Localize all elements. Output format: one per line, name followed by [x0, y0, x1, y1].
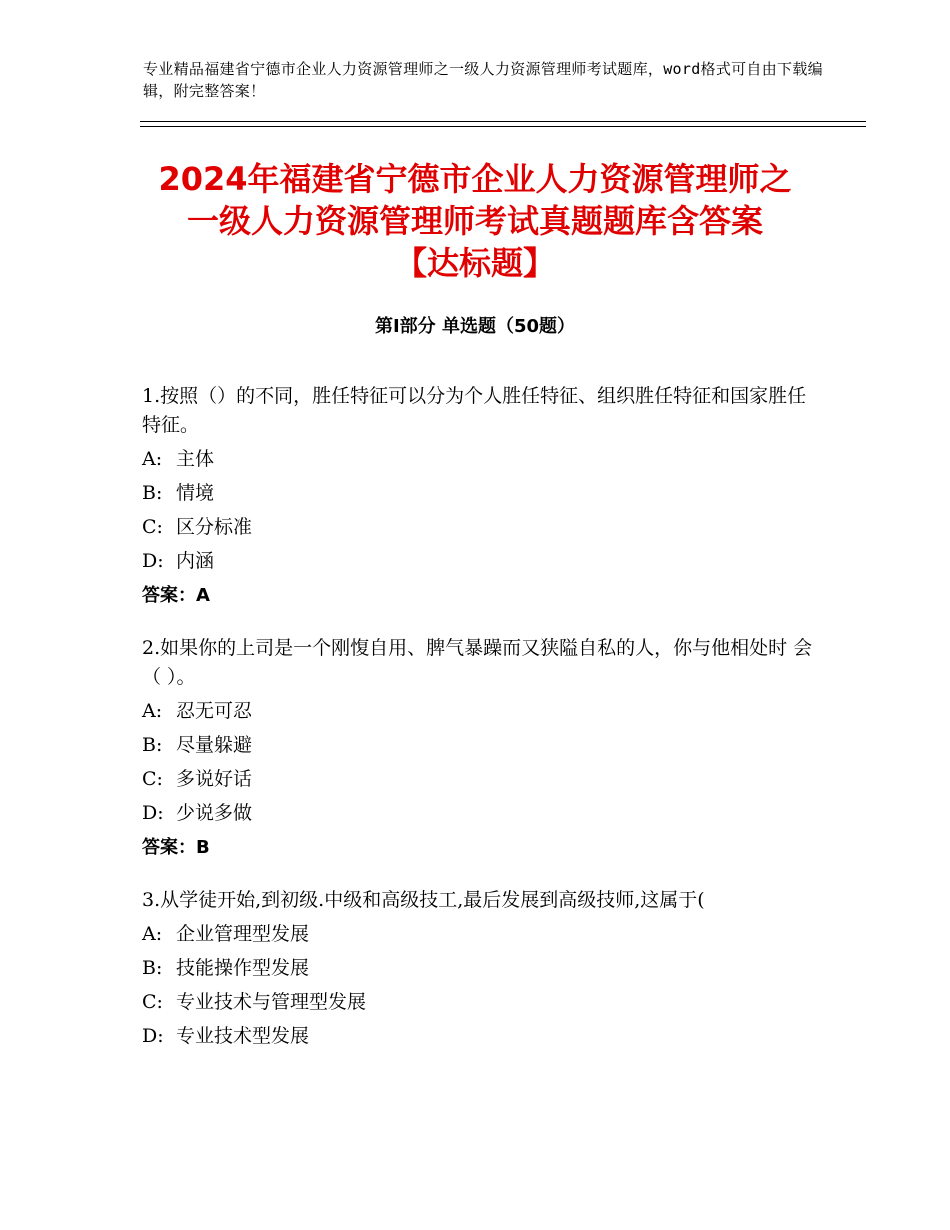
question-stem: 2.如果你的上司是一个刚愎自用、脾气暴躁而又狭隘自私的人，你与他相处时 会（ ）。: [142, 637, 813, 688]
option-b: [142, 954, 822, 983]
section-heading: 第Ⅰ部分 单选题（50题）: [374, 316, 575, 337]
option-d: [142, 1022, 822, 1051]
option-letter: A:: [142, 448, 163, 470]
option-text: 专业技术型发展: [176, 1025, 310, 1047]
option-text: 企业管理型发展: [176, 923, 310, 945]
option-b: [142, 731, 822, 760]
option-d: [142, 799, 822, 828]
option-text: 主体: [176, 448, 215, 470]
option-letter: A:: [142, 923, 163, 945]
document-title: [100, 158, 850, 284]
question-stem: 1.按照（）的不同，胜任特征可以分为个人胜任特征、组织胜任特征和国家胜任特征。: [142, 385, 807, 436]
option-letter: C:: [142, 768, 163, 790]
option-letter: D:: [142, 550, 164, 572]
option-a: [142, 920, 822, 949]
option-c: [142, 513, 822, 542]
question-list: [142, 382, 822, 1075]
title-line-2: 一级人力资源管理师考试真题题库含答案: [186, 202, 763, 240]
option-letter: B:: [142, 482, 163, 504]
option-text: 内涵: [176, 550, 215, 572]
option-letter: B:: [142, 734, 163, 756]
option-letter: A:: [142, 700, 163, 722]
question-2: [142, 634, 822, 862]
option-letter: D:: [142, 1025, 164, 1047]
option-letter: C:: [142, 516, 163, 538]
option-letter: B:: [142, 957, 163, 979]
option-letter: C:: [142, 991, 163, 1013]
option-text: 情境: [176, 482, 215, 504]
option-text: 尽量躲避: [176, 734, 253, 756]
option-a: [142, 445, 822, 474]
option-c: [142, 765, 822, 794]
option-d: [142, 547, 822, 576]
title-line-1: 2024年福建省宁德市企业人力资源管理师之: [158, 160, 792, 198]
option-text: 专业技术与管理型发展: [176, 991, 367, 1013]
header-divider: [140, 121, 866, 127]
answer-line: 答案：A: [142, 585, 210, 606]
option-text: 技能操作型发展: [176, 957, 310, 979]
option-text: 区分标准: [176, 516, 253, 538]
title-line-3: 【达标题】: [394, 244, 555, 282]
option-text: 多说好话: [176, 768, 253, 790]
question-3: [142, 886, 822, 1051]
option-c: [142, 988, 822, 1017]
option-text: 忍无可忍: [176, 700, 253, 722]
question-1: [142, 382, 822, 610]
option-text: 少说多做: [176, 802, 253, 824]
answer-line: 答案：B: [142, 837, 210, 858]
option-letter: D:: [142, 802, 164, 824]
question-stem: 3.从学徒开始,到初级.中级和高级技工,最后发展到高级技师,这属于(: [142, 889, 705, 911]
option-a: [142, 697, 822, 726]
header-note: 专业精品福建省宁德市企业人力资源管理师之一级人力资源管理师考试题库，word格式可自由下载编辑，附完整答案！: [143, 60, 823, 100]
option-b: [142, 479, 822, 508]
